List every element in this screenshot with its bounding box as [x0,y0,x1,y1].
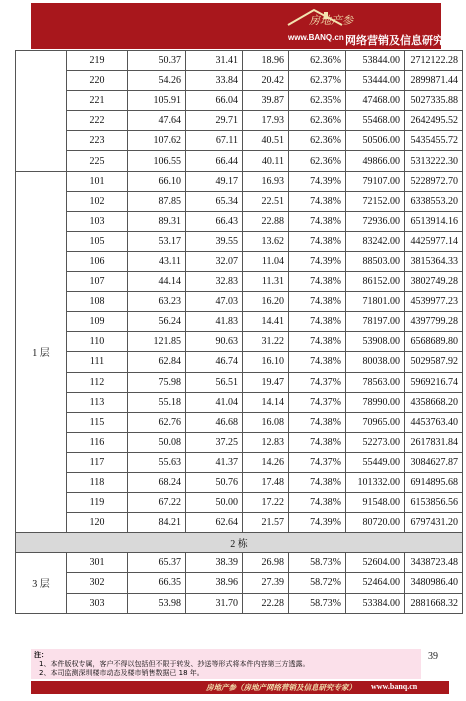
table-cell: 39.87 [243,91,289,111]
table-cell: 66.43 [186,211,243,231]
table-cell: 62.36% [289,111,346,131]
floor-label: 3 层 [16,553,67,613]
table-cell: 4425977.14 [405,231,463,251]
table-cell: 62.37% [289,71,346,91]
table-cell: 55468.00 [346,111,405,131]
table-cell: 74.38% [289,472,346,492]
table-cell: 5313222.30 [405,151,463,171]
table-cell: 90.63 [186,332,243,352]
table-cell: 74.38% [289,211,346,231]
table-row [16,91,463,111]
table-cell: 62.36% [289,51,346,71]
table-cell: 74.38% [289,493,346,513]
table-cell: 53844.00 [346,51,405,71]
floor-label [16,51,67,172]
table-row [16,111,463,131]
table-cell: 66.10 [128,171,186,191]
table-cell: 33.84 [186,71,243,91]
header-title: 网络营销及信息研究专家 [345,34,466,47]
table-cell: 5435455.72 [405,131,463,151]
table-cell: 58.73% [289,553,346,573]
table-cell: 3802749.28 [405,272,463,292]
table-cell: 14.41 [243,312,289,332]
table-cell: 105 [67,231,128,251]
table-cell: 32.83 [186,272,243,292]
table-cell: 11.31 [243,272,289,292]
table-row [16,171,463,191]
table-cell: 5969216.74 [405,372,463,392]
table-cell: 121.85 [128,332,186,352]
table-row [16,332,463,352]
table-cell: 62.36% [289,151,346,171]
table-cell: 111 [67,352,128,372]
table-cell: 89.31 [128,211,186,231]
table-cell: 50.00 [186,493,243,513]
table-cell: 223 [67,131,128,151]
table-cell: 2617831.84 [405,432,463,452]
table-cell: 55449.00 [346,452,405,472]
table-row [16,292,463,312]
table-cell: 41.37 [186,452,243,472]
table-cell: 302 [67,573,128,593]
table-cell: 37.25 [186,432,243,452]
table-cell: 75.98 [128,372,186,392]
table-cell: 62.76 [128,412,186,432]
table-cell: 222 [67,111,128,131]
table-cell: 52604.00 [346,553,405,573]
page-number: 39 [428,651,438,662]
table-cell: 17.48 [243,472,289,492]
notes-box [31,649,421,679]
table-cell: 38.39 [186,553,243,573]
table-cell: 66.44 [186,151,243,171]
section-label: 2 栋 [16,533,463,553]
table-cell: 2642495.52 [405,111,463,131]
table-row [16,472,463,492]
table-cell: 74.37% [289,392,346,412]
table-cell: 56.24 [128,312,186,332]
table-cell: 53908.00 [346,332,405,352]
table-cell: 53384.00 [346,593,405,613]
header-url[interactable]: www.BANQ.cn [288,33,344,42]
table-cell: 56.51 [186,372,243,392]
table-cell: 52464.00 [346,573,405,593]
table-cell: 119 [67,493,128,513]
table-cell: 52273.00 [346,432,405,452]
table-cell: 112 [67,372,128,392]
table-cell: 74.38% [289,432,346,452]
table-cell: 108 [67,292,128,312]
table-cell: 71801.00 [346,292,405,312]
table-cell: 43.11 [128,251,186,271]
table-cell: 303 [67,593,128,613]
table-body [16,51,463,614]
table-cell: 50.37 [128,51,186,71]
brand-script-logo: 房地产参 [309,14,353,27]
table-cell: 3815364.33 [405,251,463,271]
table-cell: 62.35% [289,91,346,111]
table-cell: 47.03 [186,292,243,312]
table-cell: 80720.00 [346,513,405,533]
table-row [16,71,463,91]
table-cell: 31.41 [186,51,243,71]
table-cell: 49.17 [186,171,243,191]
table-cell: 40.11 [243,151,289,171]
table-cell: 62.84 [128,352,186,372]
table-cell: 22.28 [243,593,289,613]
table-cell: 13.62 [243,231,289,251]
table-cell: 26.98 [243,553,289,573]
table-cell: 3084627.87 [405,452,463,472]
note-line: 2、本司监测深圳楼市动态及楼市销售数据已 18 年。 [39,669,204,677]
price-table [15,50,463,614]
table-cell: 16.20 [243,292,289,312]
note-line: 1、本件版权专属，客户不得以包括但不限于转发、抄送等形式将本件内容第三方透露。 [39,660,310,668]
table-cell: 66.35 [128,573,186,593]
table-cell: 103 [67,211,128,231]
table-row [16,452,463,472]
table-cell: 47.64 [128,111,186,131]
table-cell: 31.70 [186,593,243,613]
table-cell: 78197.00 [346,312,405,332]
table-cell: 54.26 [128,71,186,91]
table-cell: 101332.00 [346,472,405,492]
table-cell: 50.08 [128,432,186,452]
table-cell: 6797431.20 [405,513,463,533]
footer-url[interactable]: www.banq.cn [371,682,418,691]
table-row [16,272,463,292]
table-cell: 120 [67,513,128,533]
table-cell: 41.04 [186,392,243,412]
table-cell: 6914895.68 [405,472,463,492]
table-row [16,513,463,533]
table-row [16,352,463,372]
table-cell: 4358668.20 [405,392,463,412]
table-row [16,432,463,452]
table-row [16,131,463,151]
table-cell: 78990.00 [346,392,405,412]
table-cell: 74.39% [289,171,346,191]
table-cell: 74.38% [289,191,346,211]
table-cell: 116 [67,432,128,452]
table-cell: 4539977.23 [405,292,463,312]
table-cell: 74.38% [289,412,346,432]
table-cell: 2712122.28 [405,51,463,71]
table-cell: 74.37% [289,372,346,392]
table-cell: 44.14 [128,272,186,292]
table-cell: 53444.00 [346,71,405,91]
table-cell: 74.39% [289,251,346,271]
table-row [16,392,463,412]
notes-heading: 注： [34,651,48,659]
table-cell: 22.51 [243,191,289,211]
table-cell: 55.63 [128,452,186,472]
table-row [16,211,463,231]
table-cell: 17.93 [243,111,289,131]
table-cell: 47468.00 [346,91,405,111]
floor-label: 1 层 [16,171,67,533]
table-cell: 21.57 [243,513,289,533]
table-cell: 32.07 [186,251,243,271]
table-cell: 225 [67,151,128,171]
table-cell: 74.38% [289,312,346,332]
table-cell: 74.38% [289,332,346,352]
table-cell: 6513914.16 [405,211,463,231]
table-cell: 107 [67,272,128,292]
table-cell: 53.98 [128,593,186,613]
table-cell: 46.68 [186,412,243,432]
table-cell: 3480986.40 [405,573,463,593]
table-cell: 80038.00 [346,352,405,372]
table-cell: 74.38% [289,272,346,292]
table-cell: 6338553.20 [405,191,463,211]
table-cell: 66.04 [186,91,243,111]
table-row [16,372,463,392]
table-cell: 301 [67,553,128,573]
table-row [16,151,463,171]
table-cell: 27.39 [243,573,289,593]
footer-bar [31,681,449,694]
table-cell: 74.38% [289,231,346,251]
table-cell: 74.38% [289,352,346,372]
table-cell: 68.24 [128,472,186,492]
table-cell: 74.37% [289,452,346,472]
table-cell: 53.17 [128,231,186,251]
table-cell: 62.36% [289,131,346,151]
table-cell: 50.76 [186,472,243,492]
table-cell: 5027335.88 [405,91,463,111]
table-cell: 74.38% [289,292,346,312]
table-cell: 14.14 [243,392,289,412]
table-cell: 101 [67,171,128,191]
table-cell: 46.74 [186,352,243,372]
table-cell: 102 [67,191,128,211]
table-cell: 67.22 [128,493,186,513]
table-row [16,312,463,332]
table-cell: 6568689.80 [405,332,463,352]
table-cell: 16.93 [243,171,289,191]
table-cell: 72936.00 [346,211,405,231]
table-cell: 38.96 [186,573,243,593]
table-cell: 107.62 [128,131,186,151]
table-cell: 113 [67,392,128,412]
table-cell: 19.47 [243,372,289,392]
table-cell: 78563.00 [346,372,405,392]
table-cell: 31.22 [243,332,289,352]
table-cell: 5228972.70 [405,171,463,191]
table-cell: 109 [67,312,128,332]
table-cell: 16.08 [243,412,289,432]
table-cell: 40.51 [243,131,289,151]
table-cell: 58.72% [289,573,346,593]
table-cell: 18.96 [243,51,289,71]
table-row [16,231,463,251]
table-cell: 49866.00 [346,151,405,171]
table-cell: 79107.00 [346,171,405,191]
table-cell: 63.23 [128,292,186,312]
table-cell: 88503.00 [346,251,405,271]
table-cell: 50506.00 [346,131,405,151]
table-cell: 67.11 [186,131,243,151]
section-row [16,533,463,553]
table-cell: 220 [67,71,128,91]
table-cell: 55.18 [128,392,186,412]
table-cell: 3438723.48 [405,553,463,573]
table-row [16,573,463,593]
table-cell: 2899871.44 [405,71,463,91]
table-cell: 62.64 [186,513,243,533]
table-cell: 4397799.28 [405,312,463,332]
table-cell: 72152.00 [346,191,405,211]
header-banner [31,3,466,49]
table-cell: 6153856.56 [405,493,463,513]
table-cell: 106.55 [128,151,186,171]
table-cell: 14.26 [243,452,289,472]
table-cell: 106 [67,251,128,271]
table-row [16,251,463,271]
table-row [16,51,463,71]
table-cell: 22.88 [243,211,289,231]
table-row [16,593,463,613]
table-cell: 110 [67,332,128,352]
table-cell: 4453763.40 [405,412,463,432]
table-cell: 58.73% [289,593,346,613]
table-cell: 29.71 [186,111,243,131]
table-cell: 17.22 [243,493,289,513]
table-cell: 5029587.92 [405,352,463,372]
table-cell: 12.83 [243,432,289,452]
table-cell: 115 [67,412,128,432]
table-cell: 84.21 [128,513,186,533]
table-cell: 221 [67,91,128,111]
footer-brand: 房地产参（房地产网络营销及信息研究专家） [206,683,356,692]
table-cell: 87.85 [128,191,186,211]
table-cell: 11.04 [243,251,289,271]
table-cell: 16.10 [243,352,289,372]
table-cell: 74.39% [289,513,346,533]
table-row [16,553,463,573]
table-cell: 65.34 [186,191,243,211]
table-row [16,191,463,211]
table-cell: 70965.00 [346,412,405,432]
table-cell: 105.91 [128,91,186,111]
table-cell: 117 [67,452,128,472]
table-cell: 2881668.32 [405,593,463,613]
table-row [16,412,463,432]
table-cell: 41.83 [186,312,243,332]
table-cell: 39.55 [186,231,243,251]
table-row [16,493,463,513]
table-cell: 91548.00 [346,493,405,513]
table-cell: 118 [67,472,128,492]
table-cell: 86152.00 [346,272,405,292]
table-cell: 20.42 [243,71,289,91]
table-cell: 83242.00 [346,231,405,251]
table-cell: 219 [67,51,128,71]
table-cell: 65.37 [128,553,186,573]
